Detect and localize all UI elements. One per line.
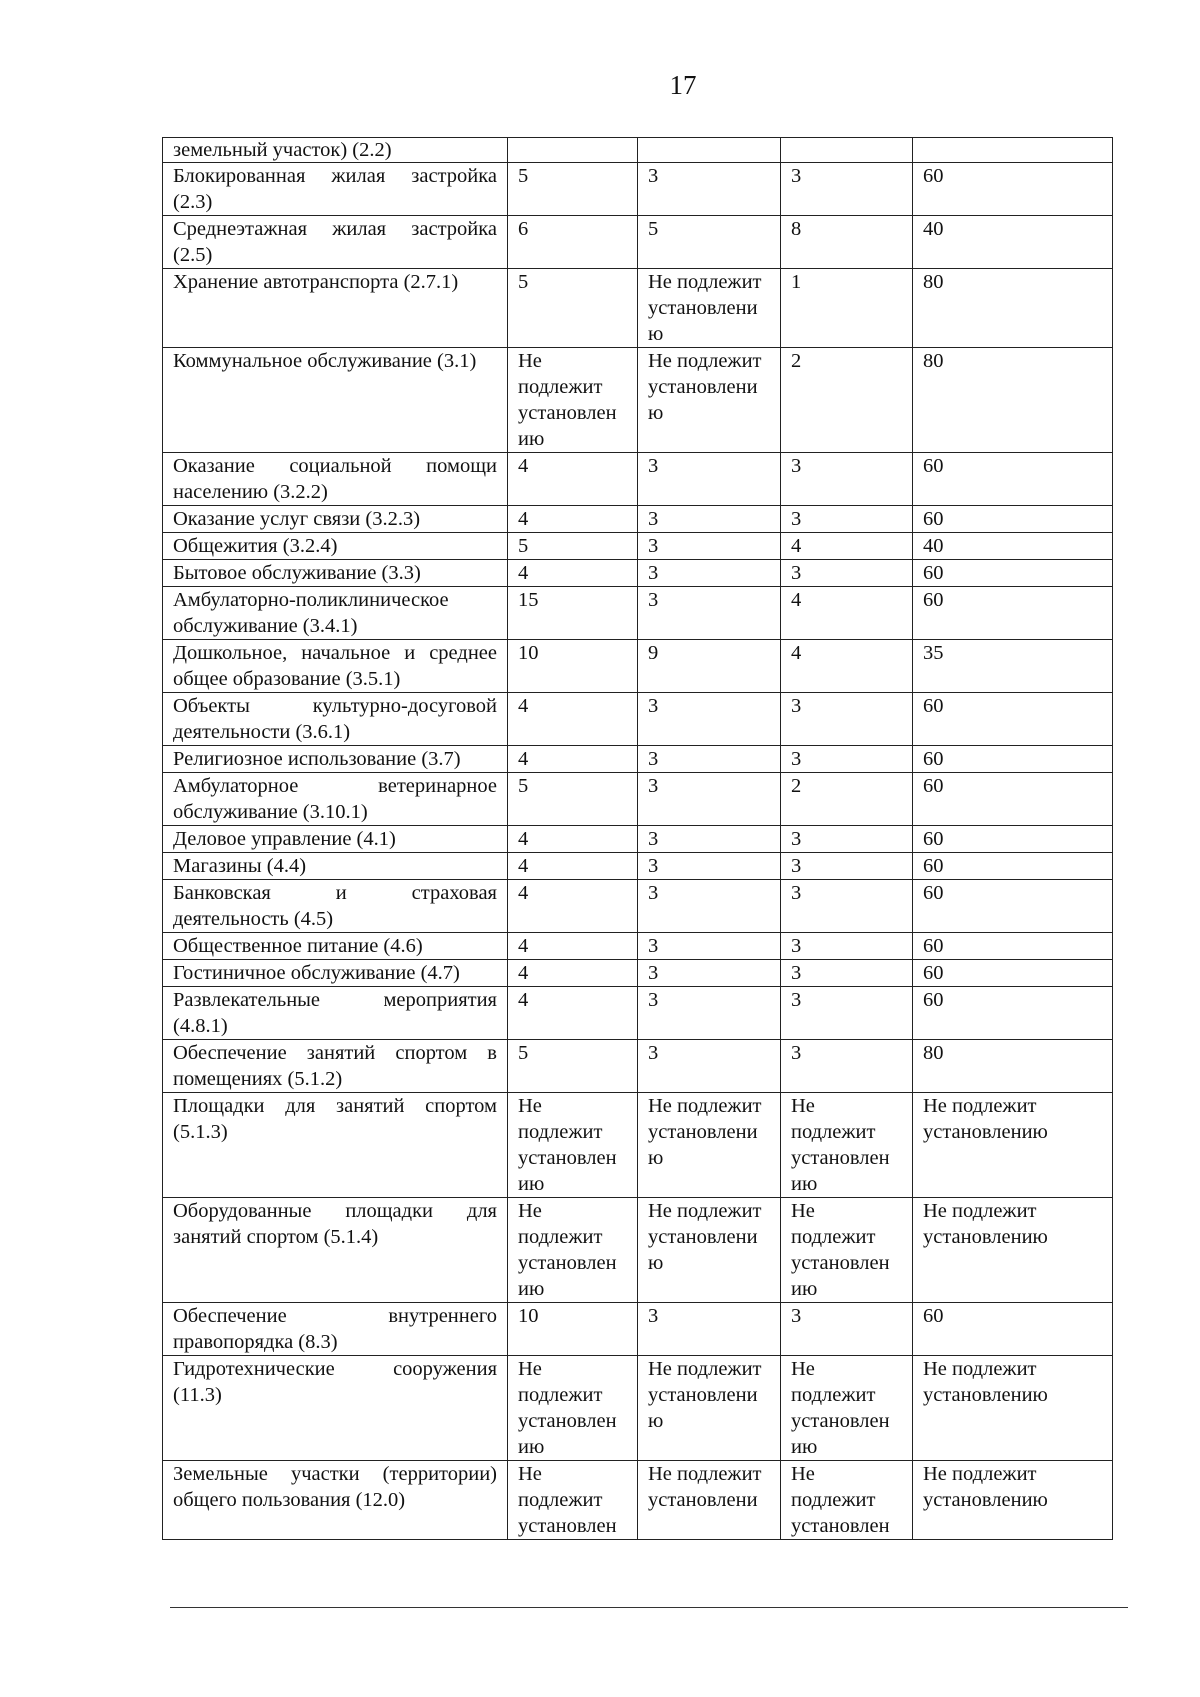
land-use-type-cell: Развлекательные мероприятия (4.8.1) [163,987,508,1040]
parameter-cell: Не подлежит установлени ю [638,1093,781,1198]
parameter-cell: 3 [781,987,913,1040]
parameter-cell: 4 [508,693,638,746]
parameter-cell: 40 [913,216,1113,269]
land-use-type-cell: Объекты культурно-досуговой деятельности (3.6.1) [163,693,508,746]
land-use-type-cell: Банковская и страховая деятельность (4.5) [163,880,508,933]
parameter-cell: 3 [638,960,781,987]
parameter-cell: 3 [781,880,913,933]
land-use-type-cell: Оборудованные площадки для занятий спортом (5.1.4) [163,1198,508,1303]
parameter-cell: 60 [913,746,1113,773]
parameter-cell: 10 [508,640,638,693]
table-row [163,640,1113,693]
table-row [163,1198,1113,1303]
parameter-cell: 5 [508,269,638,348]
land-use-type-cell: Оказание социальной помощи населению (3.2.2) [163,453,508,506]
parameter-cell: 60 [913,163,1113,216]
parameter-cell: 15 [508,587,638,640]
parameter-cell: 4 [781,533,913,560]
parameter-cell: 4 [508,506,638,533]
parameter-cell: 1 [781,269,913,348]
land-use-type-cell: земельный участок) (2.2) [163,138,508,163]
parameter-cell [638,138,781,163]
parameter-cell: 4 [508,933,638,960]
table-row [163,933,1113,960]
parameter-cell: 40 [913,533,1113,560]
parameter-cell: 9 [638,640,781,693]
parameter-cell: 3 [781,506,913,533]
table-row [163,853,1113,880]
parameter-cell: 4 [508,826,638,853]
land-use-type-cell: Бытовое обслуживание (3.3) [163,560,508,587]
table-row [163,773,1113,826]
page-number: 17 [669,70,697,100]
parameter-cell: 5 [508,533,638,560]
table-row [163,746,1113,773]
table-row [163,348,1113,453]
parameter-cell: 3 [781,960,913,987]
parameter-cell: Не подлежит установлению [913,1356,1113,1461]
parameter-cell: Не подлежит установлени ю [638,1198,781,1303]
parameter-cell: 60 [913,693,1113,746]
table-row [163,1461,1113,1540]
parameter-cell: 60 [913,853,1113,880]
land-use-type-cell: Магазины (4.4) [163,853,508,880]
land-use-type-cell: Среднеэтажная жилая застройка (2.5) [163,216,508,269]
land-use-type-cell: Общественное питание (4.6) [163,933,508,960]
land-use-type-cell: Блокированная жилая застройка (2.3) [163,163,508,216]
parameter-cell: 3 [638,1303,781,1356]
land-use-type-cell: Амбулаторное ветеринарное обслуживание (3.10.1) [163,773,508,826]
parameter-cell: Не подлежит установлен [508,1461,638,1540]
parameter-cell: 3 [781,826,913,853]
parameter-cell: 5 [508,163,638,216]
parameter-cell: Не подлежит установлен ию [508,1093,638,1198]
table-row [163,1356,1113,1461]
parameter-cell: 60 [913,880,1113,933]
parameter-cell: Не подлежит установлению [913,1461,1113,1540]
parameter-cell [781,138,913,163]
parameter-cell: Не подлежит установлен [781,1461,913,1540]
parameter-cell: 60 [913,987,1113,1040]
parameter-cell [508,138,638,163]
parameter-cell: 6 [508,216,638,269]
land-use-parameters-table [162,137,1113,1540]
land-use-type-cell: Гидротехнические сооружения (11.3) [163,1356,508,1461]
parameter-cell: 3 [781,693,913,746]
parameter-cell: Не подлежит установлен ию [508,1198,638,1303]
land-use-type-cell: Земельные участки (территории) общего пользования (12.0) [163,1461,508,1540]
parameter-cell: 3 [638,1040,781,1093]
parameter-cell: 3 [638,693,781,746]
table-row [163,987,1113,1040]
parameter-cell: 3 [781,1303,913,1356]
parameter-cell: 4 [508,560,638,587]
parameter-cell: Не подлежит установлен ию [781,1356,913,1461]
parameter-cell: Не подлежит установлен ию [508,1356,638,1461]
parameter-cell: 3 [781,933,913,960]
table-row [163,269,1113,348]
parameter-cell: Не подлежит установлен ию [508,348,638,453]
parameter-cell: 3 [638,533,781,560]
parameter-cell: 4 [508,987,638,1040]
parameter-cell: 3 [638,853,781,880]
parameter-cell: 5 [638,216,781,269]
parameter-cell: 60 [913,960,1113,987]
parameter-cell: 60 [913,506,1113,533]
land-use-type-cell: Оказание услуг связи (3.2.3) [163,506,508,533]
land-use-type-cell: Общежития (3.2.4) [163,533,508,560]
parameter-cell: 80 [913,269,1113,348]
table-row [163,1303,1113,1356]
table-row [163,506,1113,533]
parameter-cell: Не подлежит установлени ю [638,1356,781,1461]
parameter-cell [913,138,1113,163]
table-row [163,453,1113,506]
parameter-cell: 60 [913,453,1113,506]
table-row [163,880,1113,933]
land-use-type-cell: Амбулаторно-поликлиническое обслуживание (3.4.1) [163,587,508,640]
parameter-cell: 2 [781,773,913,826]
land-use-type-cell: Коммунальное обслуживание (3.1) [163,348,508,453]
parameter-cell: 4 [508,960,638,987]
table-row [163,138,1113,163]
parameter-cell: Не подлежит установлени [638,1461,781,1540]
land-use-type-cell: Религиозное использование (3.7) [163,746,508,773]
parameter-cell: Не подлежит установлению [913,1093,1113,1198]
parameter-cell: 4 [508,746,638,773]
table-row [163,693,1113,746]
parameter-cell: 3 [638,826,781,853]
parameter-cell: 3 [638,773,781,826]
parameter-cell: Не подлежит установлен ию [781,1198,913,1303]
parameter-cell: 3 [638,987,781,1040]
parameter-cell: 60 [913,560,1113,587]
parameter-cell: 60 [913,773,1113,826]
parameter-cell: Не подлежит установлен ию [781,1093,913,1198]
parameter-cell: 2 [781,348,913,453]
parameter-cell: 60 [913,587,1113,640]
parameter-cell: 4 [781,640,913,693]
parameter-cell: 5 [508,773,638,826]
parameter-cell: 4 [508,880,638,933]
parameter-cell: Не подлежит установлению [913,1198,1113,1303]
land-use-type-cell: Гостиничное обслуживание (4.7) [163,960,508,987]
table-body [163,138,1113,1540]
land-use-type-cell: Деловое управление (4.1) [163,826,508,853]
parameter-cell: 3 [781,853,913,880]
parameter-cell: 5 [508,1040,638,1093]
parameter-cell: 3 [781,1040,913,1093]
table-row [163,560,1113,587]
parameter-cell: Не подлежит установлени ю [638,269,781,348]
parameter-cell: 3 [638,933,781,960]
table-row [163,216,1113,269]
parameter-cell: 3 [638,453,781,506]
land-use-type-cell: Дошкольное, начальное и среднее общее образование (3.5.1) [163,640,508,693]
table-row [163,826,1113,853]
parameter-cell: 3 [781,746,913,773]
parameter-cell: 4 [508,453,638,506]
footer-rule [170,1607,1128,1608]
land-use-type-cell: Хранение автотранспорта (2.7.1) [163,269,508,348]
table-row [163,1093,1113,1198]
parameter-cell: 60 [913,826,1113,853]
table-row [163,533,1113,560]
parameter-cell: 3 [781,453,913,506]
parameter-cell: 3 [781,163,913,216]
parameter-cell: 8 [781,216,913,269]
parameter-cell: 3 [638,880,781,933]
parameter-cell: 3 [638,587,781,640]
parameter-cell: 60 [913,1303,1113,1356]
table-row [163,163,1113,216]
parameter-cell: Не подлежит установлени ю [638,348,781,453]
parameter-cell: 60 [913,933,1113,960]
parameter-cell: 4 [781,587,913,640]
parameter-cell: 80 [913,1040,1113,1093]
parameter-cell: 3 [638,163,781,216]
parameter-cell: 80 [913,348,1113,453]
parameter-cell: 3 [638,746,781,773]
table-row [163,960,1113,987]
parameter-cell: 10 [508,1303,638,1356]
parameter-cell: 3 [781,560,913,587]
land-use-type-cell: Обеспечение занятий спортом в помещениях (5.1.2) [163,1040,508,1093]
parameter-cell: 4 [508,853,638,880]
parameter-cell: 3 [638,560,781,587]
land-use-type-cell: Обеспечение внутреннего правопорядка (8.3) [163,1303,508,1356]
table-row [163,1040,1113,1093]
land-use-type-cell: Площадки для занятий спортом (5.1.3) [163,1093,508,1198]
parameter-cell: 35 [913,640,1113,693]
table-row [163,587,1113,640]
parameter-cell: 3 [638,506,781,533]
